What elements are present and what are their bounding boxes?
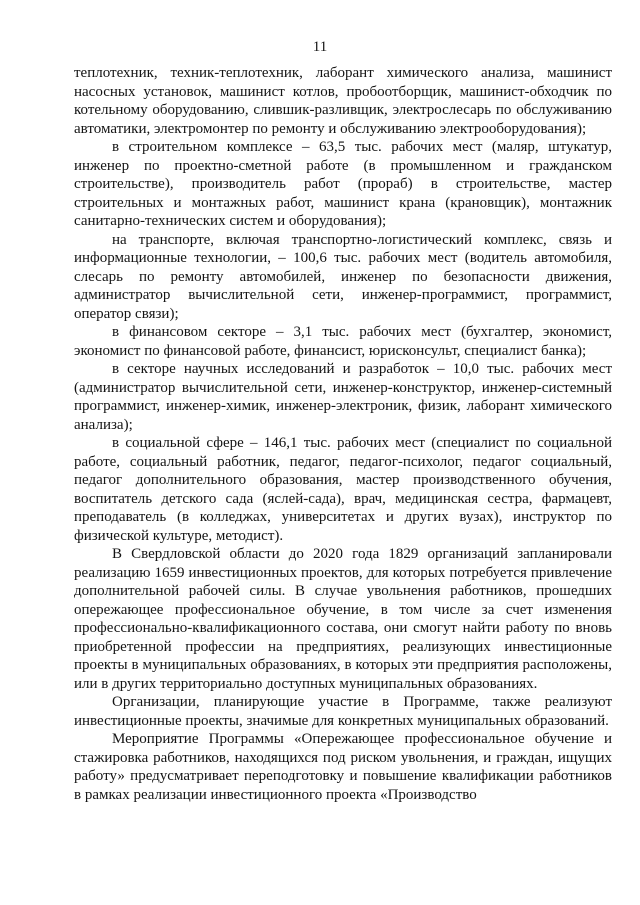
paragraph-construction: в строительном комплексе – 63,5 тыс. рабочих мест (маляр, штукатур, инженер по проектно-сметной работе (в промышленном и гражданском строительстве), производитель работ (прораб) в строительстве, мастер строительных и монтажных работ, машинист крана (крановщик), монтажник санитарно-технических систем и оборудования);: [74, 139, 612, 229]
paragraph-program-measure: Мероприятие Программы «Опережающее профессиональное обучение и стажировка работников, находящихся под риском увольнения, и граждан, ищущих работу» предусматривает переподготовку и повышение квалификации работников в рамках реализации инвестиционного проекта «Производство: [74, 731, 612, 803]
paragraph-continuation: теплотехник, техник-теплотехник, лаборант химического анализа, машинист насосных установок, машинист котлов, пробоотборщик, машинист-обходчик по котельному оборудованию, слившик-разливщик, электрослесарь по обслуживанию автоматики, электромонтер по ремонту и обслуживанию электрооборудования);: [74, 65, 612, 137]
paragraph-organizations: Организации, планирующие участие в Программе, также реализуют инвестиционные проекты, значимые для конкретных муниципальных образований.: [74, 694, 612, 729]
paragraph-research: в секторе научных исследований и разработок – 10,0 тыс. рабочих мест (администратор вычислительной сети, инженер-конструктор, инженер-системный программист, инженер-химик, инженер-электроник, физик, лаборант химического анализа);: [74, 361, 612, 433]
page-number: 11: [312, 39, 328, 55]
document-body: [74, 64, 612, 804]
paragraph-finance: в финансовом секторе – 3,1 тыс. рабочих мест (бухгалтер, экономист, экономист по финансовой работе, финансист, юрисконсульт, специалист банка);: [74, 324, 612, 359]
paragraph-social: в социальной сфере – 146,1 тыс. рабочих мест (специалист по социальной работе, социальный работник, педагог, педагог-психолог, педагог социальный, педагог дополнительного образования, мастер производственного обучения, воспитатель детского сада (яслей-сада), врач, медицинская сестра, фармацевт, преподаватель (в колледжах, университетах и других вузах), инструктор по физической культуре, методист).: [74, 435, 612, 544]
paragraph-transport: на транспорте, включая транспортно-логистический комплекс, связь и информационные технологии, – 100,6 тыс. рабочих мест (водитель автомобиля, слесарь по ремонту автомобилей, инженер по безопасности движения, администратор вычислительной сети, инженер-программист, программист, оператор связи);: [74, 231, 612, 322]
paragraph-sverdlovsk-projects: В Свердловской области до 2020 года 1829 организаций запланировали реализацию 1659 инвестиционных проектов, для которых потребуется привлечение дополнительной рабочей силы. В случае увольнения работников, прошедших опережающее профессиональное обучение, в том числе за счет изменения профессионально-квалификационного состава, они смогут найти работу по вновь приобретенной профессии на предприятиях, реализующих инвестиционные проекты в муниципальных образованиях, в которых эти предприятия расположены, или в других территориально доступных муниципальных образованиях.: [74, 546, 612, 692]
